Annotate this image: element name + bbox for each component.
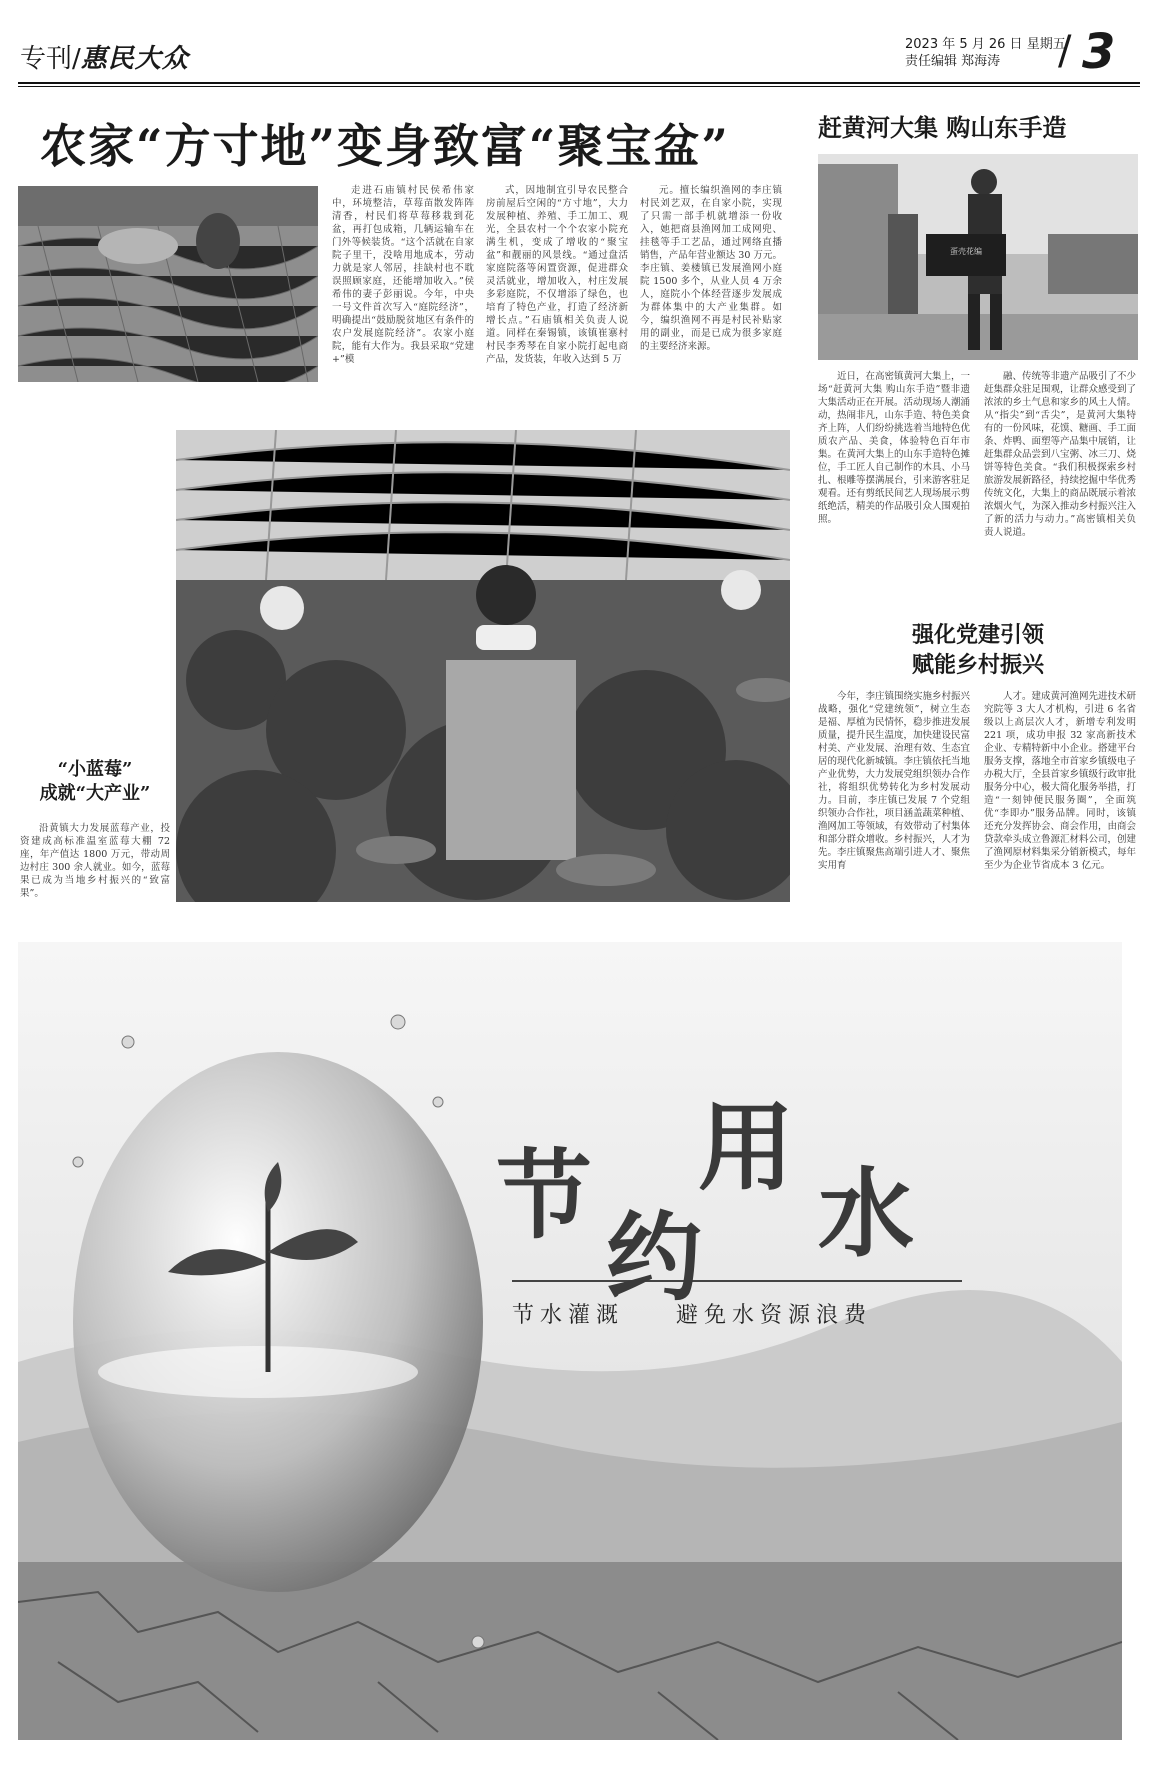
column-name: 惠民大众	[80, 44, 189, 74]
article-col-2	[486, 184, 628, 384]
party-col-1	[818, 690, 970, 905]
poster-char-jie: 节	[496, 1139, 592, 1252]
market-headline: 赶黄河大集 购山东手造	[818, 113, 1067, 142]
header-rule	[18, 82, 1140, 84]
market-col-2	[984, 370, 1136, 580]
date-editor-block	[905, 36, 1066, 70]
article-text-2: 式，因地制宜引导农民整合房前屋后空闲的“方寸地”，大力发展种植、养殖、手工加工、观光，全县农村一个个农家小院充满生机，变成了增收的“聚宝盆”和靓丽的风景线。“通过盘活家庭院落等闲置资源，促进群众灵活就业，增加收入，村庄发展多彩庭院，不仅增添了绿色，也培育了特色产业，打造了经济新增长点。”石庙镇相关负责人说道。同样在秦锡镇，该镇崔寨村村民李秀琴在自家小院打起电商产品，发货装，年收入达到 5 万	[486, 185, 628, 365]
editor-credit: 责任编辑 郑海涛	[905, 54, 1001, 69]
party-text-1: 今年，李庄镇围绕实施乡村振兴战略，强化“党建统领”，树立生态是福、厚植为民情怀，稳步推进发展质量，提升民生温度，加快建设民富村美、产业发展、治理有效、生态宜居的现代化新城镇。李庄镇依托当地产业优势，大力发展党组织领办合作社，将组织优势转化为乡村发展动力。目前，李庄镇已发展 7 个党组织领办合作社，项目涵盖蔬菜种植、渔网加工等领域，有效带动了村集体和部分群众增收。乡村振兴，人才为先。李庄镇聚焦高端引进人才、聚焦实用育	[818, 691, 970, 871]
blueberry-greenhouse-photo	[176, 430, 790, 902]
market-col-1	[818, 370, 970, 580]
page-number: 3	[1082, 24, 1116, 80]
fishing-net-image	[18, 186, 318, 382]
poster-slogan: 节水灌溉 避免水资源浪费	[512, 1303, 872, 1328]
water-saving-poster	[18, 942, 1122, 1740]
header-rule-thin	[18, 86, 1140, 87]
sign-label: 蛋壳花编	[950, 247, 982, 256]
section-header	[20, 38, 189, 75]
section-label: 专刊	[20, 44, 73, 74]
market-photo	[818, 154, 1138, 360]
article-col-1	[332, 184, 474, 384]
market-text-2: 融、传统等非遗产品吸引了不少赶集群众驻足围观，让群众感受到了浓浓的乡土气息和家乡的风土人情。从“指尖”到“舌尖”，是黄河大集特有的一份风味，花馍、糖画、手工面条、炸鸭、面塑等产品集中展销，让赶集群众品尝到八宝粥、冰三刀、烧饼等特色美食。“我们积极探索乡村旅游发展新路径，持续挖掘中华优秀传统文化，大集上的商品既展示着浓浓烟火气，为深入推动乡村振兴注入了新的活力与动力。”高密镇相关负责人说道。	[984, 371, 1136, 538]
blueberry-text: 沿黄镇大力发展蓝莓产业，投资建成高标准温室蓝莓大棚 72 座，年产值达 1800 万元，带动周边村庄 300 余人就业。如今，蓝莓果已成为当地乡村振兴的“致富果”。	[20, 823, 170, 899]
poster-artwork	[18, 942, 1122, 1740]
party-text-2: 人才。建成黄河渔网先进技术研究院等 3 大人才机构，引进 6 名省级以上高层次人才，新增专利发明 221 项，成功申报 32 家高新技术企业、专精特新中小企业。搭建平台服务支撑，落地全市首家乡镇级电子办税大厅，全县首家乡镇级行政审批服务分中心，极大简化服务举措，打造“一刻钟便民服务圈”，全面筑优“李即办”服务品牌。同时，该镇还充分发挥协会、商会作用，由商会贷款牵头成立鲁源汇材料公司，创建了渔网原材料集采分销新模式，每年至少为企业节省成本 3 亿元。	[984, 691, 1136, 871]
poster-char-yue: 约	[606, 1201, 702, 1314]
article-text-3: 元。擅长编织渔网的李庄镇村民刘艺双，在自家小院，实现了只需一部手机就增添一份收入，她把商县渔网加工成网兜、挂毯等手工艺品，通过网络直播销售，产品年营业额达 30 万元。李庄镇、姜楼镇已发展渔网小庭院 1500 多个，从业人员 4 万余人，庭院小个体经营逐步发展成为群体集中的大产业集群。如今，编织渔网不再是村民补贴家用的副业，而是已成为很多家庭的主要经济来源。	[640, 185, 782, 352]
party-headline: 强化党建引领 赋能乡村振兴	[911, 622, 1044, 678]
poster-char-shui: 水	[818, 1157, 914, 1270]
issue-date: 2023 年 5 月 26 日 星期五	[905, 37, 1066, 52]
article-text-1: 走进石庙镇村民侯希伟家中，环境整洁，草莓苗散发阵阵清香，村民们将草莓移栽到花盆，再打包成箱，几辆运输车在门外等候装货。“这个活就在自家院子里干，没啥用地成本，劳动力就是家人邻居，挂缺村也不耽误照顾家庭，还能增加收入。”侯希伟的妻子彭丽说。今年，中央一号文件首次写入“庭院经济”，明确提出“鼓励脱贫地区有条件的农户发展庭院经济”。农家小庭院，能有大作为。我县采取“党建+”模	[332, 185, 474, 365]
party-col-2	[984, 690, 1136, 905]
page-headline: 农家“方寸地”变身致富“聚宝盆”	[40, 119, 730, 173]
blueberry-caption	[20, 822, 170, 902]
poster-char-yong: 用	[698, 1091, 794, 1204]
article-col-3	[640, 184, 782, 384]
market-image	[818, 154, 1138, 360]
blueberry-title: “小蓝莓” 成就“大产业”	[39, 759, 151, 804]
fishing-net-photo	[18, 186, 318, 382]
page-slash: /	[1058, 28, 1072, 74]
greenhouse-image	[176, 430, 790, 902]
market-text-1: 近日，在高密镇黄河大集上，一场“赶黄河大集 购山东手造”暨非遗大集活动正在开展。活动现场人潮涌动，热闹非凡，山东手造、特色美食齐上阵，人们纷纷挑选着当地特色优质农产品、美食，体验特色百年市集。在黄河大集上的山东手造特色摊位，手工匠人自己制作的木具、小马扎、根雕等摆满展台，引来游客驻足观看。还有剪纸民间艺人现场展示剪纸绝活，精美的作品吸引众人围观拍照。	[818, 371, 970, 525]
header-slash: /	[72, 44, 81, 74]
